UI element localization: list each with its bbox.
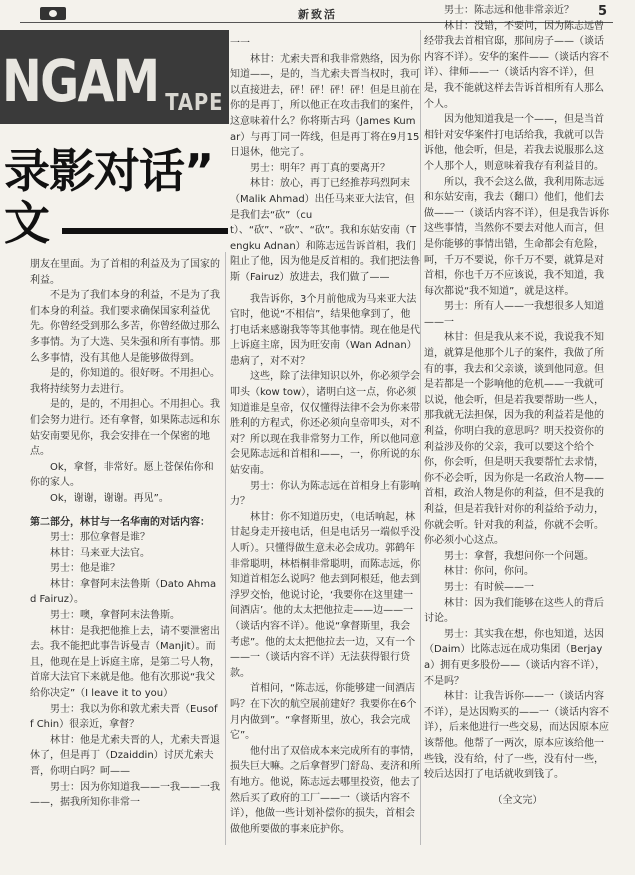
- paragraph: 男士：噢，拿督阿末法鲁斯。: [50, 610, 180, 622]
- paragraph: 男士：所有人——一我想很多人知道——一: [424, 301, 604, 328]
- column-divider: [420, 30, 421, 845]
- article-column-1: [30, 257, 220, 811]
- paragraph: 男士：他是谁？: [50, 563, 120, 575]
- paragraph: 林甘：你不知道历史，（电话响起，林甘起身走开接电话，但是电话另一端似乎没人听）。只懂得做生意未必会成功。郭鹤年非常聪明，林梧桐非常聪明，而陈志远，你知道首相怎么说吗？他去到阿根廷，他去到浮罗交怡，他说讨论，‘我要你在这里建一间酒店’。他的太太把他拉走——边——一（谈话内容不详）。他说“拿督斯里，我会考虑”。他的太太把他拉去一边，又有一个——一（谈话内容不详）无法获得银行贷款。: [230, 511, 420, 679]
- paragraph: 男士：我以为你和敦尤索夫晋（Eusoff Chin）很亲近，拿督？: [30, 703, 218, 731]
- paragraph: Ok，拿督，非常好。愿上苍保佑你和你的家人。: [30, 461, 214, 489]
- paragraph: 首相问，“陈志远，你能够建一间酒店吗？在下次的航空展前建好？我要你在6个月内做到”。“拿督斯里，放心，我会完成它”。: [230, 683, 417, 742]
- paragraph: 所以，我不会这么做，我利用陈志远和东姑安南，我去（翻口）他们，他们去做——一（谈话内容不详），但是我告诉你这些事情，当然你不要去对他人而言，但是你能够的事情出错，生命都会有危险，呵，千万不要说，你千万不要，就算是对首相，你也千万不应该说，我不知道，我每次都说“我不知道”，就是这样。: [424, 176, 609, 297]
- newspaper-name: 新致活: [298, 8, 337, 21]
- banner-small-text: TAPE: [164, 90, 223, 116]
- headline-line-1: 录影对话”: [4, 144, 214, 198]
- title-banner: [0, 30, 229, 124]
- paragraph: 我告诉你，3个月前他成为马来亚大法官时，他说“不相信”，结果他拿到了，他打电话来感谢我等等其他事情。现在他是代上诉庭主席，因为旺安南（Wan Adnan）患病了，对不对？: [230, 293, 420, 367]
- paragraph: 一一: [230, 38, 250, 49]
- paragraph: 朋友在里面。为了首相的利益及为了国家的利益。: [30, 259, 220, 286]
- paragraph: 男士：那位拿督是谁？: [50, 532, 150, 544]
- paragraph: 因为他知道我是一个——，但是当首相针对安华案件打电话给我，我就可以告诉他，他会听，但是，若我去说服那么这个人那个人，则意味着我存有利益目的。: [424, 114, 604, 172]
- headline-line-2: 文: [4, 196, 50, 250]
- paragraph: 他付出了双倍成本来完成所有的事情，损失巨大嘛。之后拿督罗门舒岛、麦济和所有地方。他说，陈志远去哪里投资，他去了然后买了政府的工厂——一（谈话内容不详），他做一些计划补偿你的损失，首相会做他所要做的事来庇护你。: [230, 745, 420, 835]
- paragraph: 男士：陈志远和他非常亲近？: [444, 5, 574, 16]
- paragraph: 不是为了我们本身的利益，不是为了我们本身的利益。我们要求确保国家利益优先。你曾经受到那么多苦，你曾经做过那么多事情。为了大选、吴朱强和所有事情。那么多事情，没有其他人是能够做得到。: [30, 290, 220, 364]
- paragraph: Ok，谢谢，谢谢。再见”。: [50, 492, 169, 504]
- paragraph: 林甘：他是尤索夫晋的人，尤索夫晋退休了，但是再丁（Dzaiddin）讨厌尤索夫晋，你明白吗？呵——: [30, 734, 220, 777]
- paragraph: 林甘：没错，不要问，因为陈志远曾经带我去首相官邸，那间房子——（谈话内容不详）。安华的案件——（谈话内容不详）、律师——一（谈话内容不详），但是，我不能就这样去告诉首相所有人那么个人。: [424, 20, 609, 110]
- paragraph: 林甘：让我告诉你——一（谈话内容不详），是达因购买的——一（谈话内容不详），后来他进行一些交易，而达因原本应该帮他。他帮了一两次，原本应该给他一些钱，没有给，付了一些，没有付一些，较后达因打了电话就收到钱了。: [424, 691, 609, 781]
- paragraph: 是的，你知道的。很好呀。不用担心。我将持续努力去进行。: [30, 368, 220, 395]
- paragraph: 男士：有时候——一: [444, 581, 534, 593]
- paragraph: 林甘：是我把他推上去，请不要泄密出去。我不能把此事告诉曼吉（Manjit）。而且，他现在是上诉庭主席，是第二号人物，首席大法官下来就是他。他有次那说“我父给你决定”（I leave it to you）: [30, 625, 220, 700]
- article-column-2: [230, 36, 420, 837]
- paragraph: 是的，是的，不用担心。不用担心。我们会努力进行。还有拿督，如果陈志远和东姑安南要见你，我会安排在一个保密的地点。: [30, 399, 220, 458]
- paragraph: 第二部分，林甘与一名华南的对话内容：: [30, 516, 210, 528]
- paragraph: 男士：拿督，我想问你一个问题。: [444, 550, 594, 562]
- paragraph: 林甘：你问，你问。: [444, 566, 534, 578]
- paragraph: 男士：其实我在想，你也知道，达因（Daim）比陈志远在成功集团（Berjaya）拥有更多股份——（谈话内容不详），不是吗？: [424, 628, 606, 687]
- paragraph: （全文完）: [492, 794, 543, 806]
- paragraph: 这些，除了法律知识以外，你必须学会叩头（kow tow），诸明白这一点，你必须知道谁是皇帝，仅仅懂得法律不会为你来带胜利的方程式，你还必须向皇帝叩头，对不对？所以现在我非常努力工作，所以他同意会见陈志远和首相和——，一，你所说的东姑安南。: [230, 371, 420, 477]
- paragraph: 林甘：但是我从来不说，我说我不知道，就算是他那个儿子的案件，我做了所有的事，我去和父亲谈，谈到他同意。但是若都是一个影响他的危机——一我就可以说，他会听，但是若我要帮助一些人，那我就无法担保，因为我的利益若是他的利益，你明白我的意思吗？明天投资你的利益涉及你的父亲，我可以要这个给个你，你会听，但是明天我要帮忙去求情，你不必会听，因为你是一名政治人物——首相，政治人物是你的利益，但不是我的利益，但是若我针对你的利益给予动力，你就会听。针对我的利益，你就不会听。你必须小心这点。: [424, 332, 604, 547]
- headline-dash: [62, 228, 228, 234]
- paragraph: 林甘：拿督阿末法鲁斯（Dato Ahmad Fairuz）。: [30, 578, 217, 606]
- paragraph: 林甘：尤索夫晋和我非常熟络，因为你知道——，是的，当尤索夫晋当权时，我可以直接进去，砰！砰！砰！砰！但是旦前在你的是再丁，所以他正在攻击我们的案件，这意味着什么？你将斯古玛（James Kumar）与再丁同一阵线，但是再丁将在9月15日退休，他完了。: [230, 53, 420, 159]
- article-column-3: [424, 3, 611, 808]
- paragraph: 林甘：马来亚大法官。: [50, 547, 150, 559]
- paragraph: 男士：明年？再丁真的要离开？: [250, 162, 390, 174]
- paragraph: 男士：你认为陈志远在首相身上有影响力？: [230, 480, 420, 508]
- paragraph: 林甘：放心，再丁已经推荐玛烈阿末（Malik Ahmad）出任马来亚大法官，但是我们去“砍”（cut）、“砍”、“砍”、“砍”。我和东姑安南（Tengku Adnan）和陈志远告诉首相，我们阻止了他，因为他是反首相的。我们把法鲁斯（Fairuz）放进去，我们做了——: [230, 178, 420, 283]
- paragraph: 林甘：因为我们能够在这些人的背后讨论。: [424, 597, 604, 625]
- column-divider: [225, 252, 226, 845]
- page-number: 5: [597, 4, 607, 19]
- banner-big-text: NGAM: [2, 47, 159, 115]
- paragraph: 男士：因为你知道我——一我——一我——，据我所知你非常一: [30, 781, 220, 809]
